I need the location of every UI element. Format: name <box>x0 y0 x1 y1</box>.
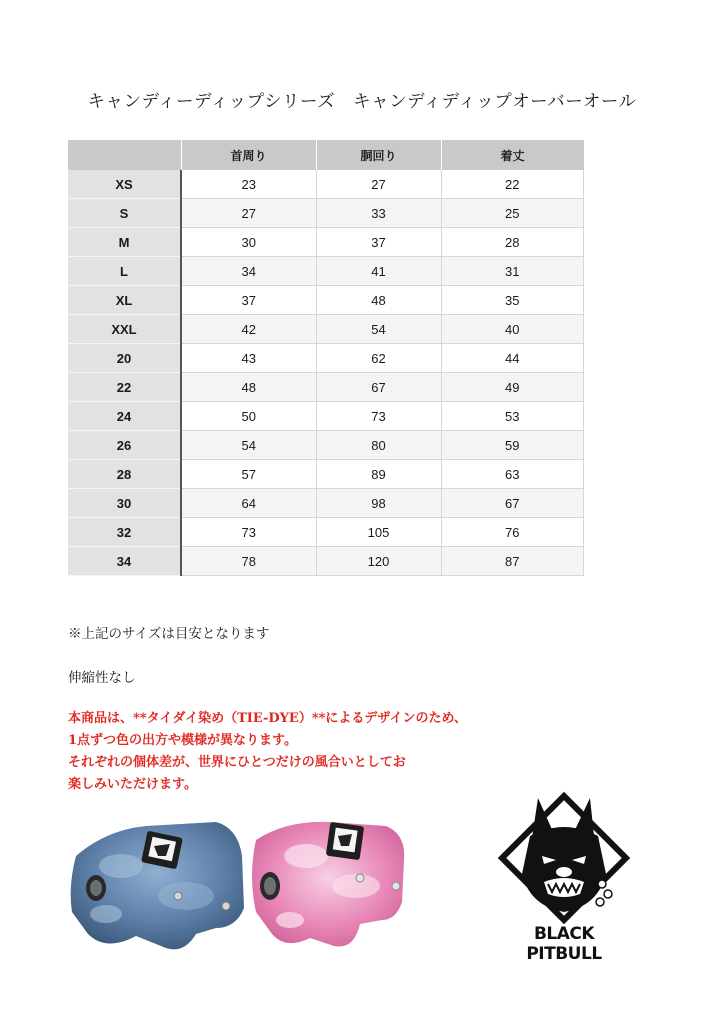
table-row <box>68 431 584 460</box>
table-row <box>68 373 584 402</box>
size-table <box>68 140 584 576</box>
measurement-cell: 54 <box>316 315 441 344</box>
measurement-cell: 41 <box>316 257 441 286</box>
measurement-cell: 57 <box>181 460 316 489</box>
table-row <box>68 228 584 257</box>
size-label-cell: 26 <box>68 431 181 460</box>
measurement-cell: 43 <box>181 344 316 373</box>
measurement-cell: 30 <box>181 228 316 257</box>
logo-brand-text: BLACK PITBULL <box>526 924 602 964</box>
measurement-cell: 80 <box>316 431 441 460</box>
size-label-cell: 24 <box>68 402 181 431</box>
size-label-cell: 34 <box>68 547 181 576</box>
measurement-cell: 44 <box>441 344 584 373</box>
measurement-cell: 27 <box>181 199 316 228</box>
table-row <box>68 489 584 518</box>
size-label-cell: 28 <box>68 460 181 489</box>
measurement-cell: 27 <box>316 170 441 199</box>
measurement-cell: 59 <box>441 431 584 460</box>
measurement-cell: 42 <box>181 315 316 344</box>
measurement-cell: 87 <box>441 547 584 576</box>
size-label-cell: XL <box>68 286 181 315</box>
blue-overall-photo <box>66 816 248 956</box>
measurement-cell: 35 <box>441 286 584 315</box>
size-label-cell: 20 <box>68 344 181 373</box>
table-row <box>68 460 584 489</box>
measurement-cell: 33 <box>316 199 441 228</box>
measurement-cell: 48 <box>316 286 441 315</box>
table-header-row <box>68 140 584 170</box>
measurement-cell: 50 <box>181 402 316 431</box>
table-row <box>68 170 584 199</box>
header-neck: 首周り <box>181 140 316 170</box>
measurement-cell: 73 <box>181 518 316 547</box>
measurement-cell: 54 <box>181 431 316 460</box>
measurement-cell: 23 <box>181 170 316 199</box>
measurement-cell: 78 <box>181 547 316 576</box>
measurement-cell: 34 <box>181 257 316 286</box>
notice-line: 1点ずつ色の出方や模様が異なります。 <box>68 733 298 748</box>
size-label-cell: M <box>68 228 181 257</box>
notice-line: 楽しみいただけます。 <box>68 777 197 792</box>
size-label-cell: XS <box>68 170 181 199</box>
size-label-cell: 22 <box>68 373 181 402</box>
table-row <box>68 344 584 373</box>
notice-line: 本商品は、**タイダイ染め（TIE-DYE）**によるデザインのため、 <box>68 711 468 726</box>
size-label-cell: S <box>68 199 181 228</box>
measurement-cell: 76 <box>441 518 584 547</box>
header-blank <box>68 140 181 170</box>
table-row <box>68 402 584 431</box>
measurement-cell: 37 <box>181 286 316 315</box>
measurement-cell: 73 <box>316 402 441 431</box>
measurement-cell: 62 <box>316 344 441 373</box>
table-row <box>68 315 584 344</box>
measurement-cell: 31 <box>441 257 584 286</box>
measurement-cell: 120 <box>316 547 441 576</box>
page-title: キャンディーディップシリーズ キャンディディップオーバーオール <box>87 92 637 112</box>
black-pitbull-logo <box>494 788 634 964</box>
measurement-cell: 25 <box>441 199 584 228</box>
table-row <box>68 199 584 228</box>
table-row <box>68 547 584 576</box>
size-label-cell: 32 <box>68 518 181 547</box>
pitbull-icon <box>494 788 634 924</box>
measurement-cell: 67 <box>441 489 584 518</box>
measurement-cell: 37 <box>316 228 441 257</box>
measurement-cell: 22 <box>441 170 584 199</box>
measurement-cell: 28 <box>441 228 584 257</box>
measurement-cell: 67 <box>316 373 441 402</box>
size-note: ※上記のサイズは目安となります <box>68 626 270 642</box>
measurement-cell: 53 <box>441 402 584 431</box>
measurement-cell: 63 <box>441 460 584 489</box>
header-length: 着丈 <box>441 140 584 170</box>
measurement-cell: 64 <box>181 489 316 518</box>
notice-line: それぞれの個体差が、世界にひとつだけの風合いとしてお <box>68 755 406 770</box>
tie-dye-notice <box>68 708 467 796</box>
measurement-cell: 40 <box>441 315 584 344</box>
measurement-cell: 105 <box>316 518 441 547</box>
size-label-cell: 30 <box>68 489 181 518</box>
measurement-cell: 48 <box>181 373 316 402</box>
table-row <box>68 257 584 286</box>
table-body <box>68 170 584 576</box>
stretch-note: 伸縮性なし <box>68 670 136 686</box>
measurement-cell: 98 <box>316 489 441 518</box>
size-label-cell: L <box>68 257 181 286</box>
table-row <box>68 518 584 547</box>
header-body: 胴回り <box>316 140 441 170</box>
table-row <box>68 286 584 315</box>
size-label-cell: XXL <box>68 315 181 344</box>
pink-overall-photo <box>246 816 412 956</box>
measurement-cell: 49 <box>441 373 584 402</box>
measurement-cell: 89 <box>316 460 441 489</box>
